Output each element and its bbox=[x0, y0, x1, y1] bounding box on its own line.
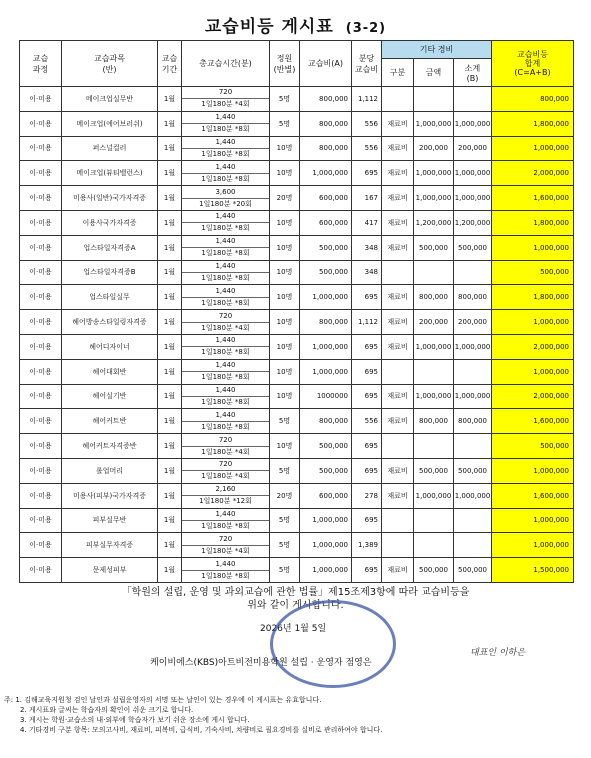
header-period: 교습 기간 bbox=[158, 41, 182, 87]
fee-cell: 1,000,000 bbox=[300, 508, 352, 533]
note-1: 주: 1. 김해교육지원청 검인 날인과 설립운영자의 서명 또는 날인이 있는 경우에 이 게시표는 유효합니다. bbox=[4, 696, 322, 704]
expense-subtotal-cell: 200,000 bbox=[454, 310, 492, 335]
course-cell: 이·미용 bbox=[20, 111, 62, 136]
period-cell: 1월 bbox=[158, 87, 182, 112]
total-cell: 1,800,000 bbox=[492, 111, 574, 136]
total-cell: 1,000,000 bbox=[492, 458, 574, 483]
course-cell: 이·미용 bbox=[20, 359, 62, 384]
capacity-cell: 5명 bbox=[270, 558, 300, 583]
expense-subtotal-cell: 1,000,000 bbox=[454, 111, 492, 136]
period-cell: 1월 bbox=[158, 458, 182, 483]
header-amount: 금액 bbox=[414, 59, 454, 87]
total-cell: 500,000 bbox=[492, 260, 574, 285]
expense-kind-cell: 재료비 bbox=[382, 235, 414, 260]
expense-kind-cell bbox=[382, 359, 414, 384]
period-cell: 1월 bbox=[158, 136, 182, 161]
fee-cell: 600,000 bbox=[300, 210, 352, 235]
course-cell: 이·미용 bbox=[20, 235, 62, 260]
expense-subtotal-cell bbox=[454, 260, 492, 285]
expense-amount-cell: 1,000,000 bbox=[414, 111, 454, 136]
expense-subtotal-cell: 1,000,000 bbox=[454, 334, 492, 359]
note-3: 3. 게시는 학원·교습소의 내·외부에 학습자가 보기 쉬운 장소에 게시 합니다. bbox=[20, 716, 250, 724]
expense-amount-cell: 1,200,000 bbox=[414, 210, 454, 235]
fee-cell: 500,000 bbox=[300, 260, 352, 285]
subject-cell: 미용사(피부)국가자격증 bbox=[62, 483, 158, 508]
subject-cell: 헤어대회반 bbox=[62, 359, 158, 384]
course-cell: 이·미용 bbox=[20, 310, 62, 335]
expense-amount-cell bbox=[414, 87, 454, 112]
course-cell: 이·미용 bbox=[20, 483, 62, 508]
expense-kind-cell: 재료비 bbox=[382, 384, 414, 409]
subject-cell: 문제성피부 bbox=[62, 558, 158, 583]
hours-cell: 720 1일180분 *4회 bbox=[182, 458, 270, 483]
period-cell: 1월 bbox=[158, 359, 182, 384]
course-cell: 이·미용 bbox=[20, 136, 62, 161]
per-min-cell: 695 bbox=[352, 161, 382, 186]
header-total: 교습비등 합계 (C=A+B) bbox=[492, 41, 574, 87]
expense-amount-cell: 500,000 bbox=[414, 235, 454, 260]
per-min-cell: 278 bbox=[352, 483, 382, 508]
table-row bbox=[20, 334, 574, 359]
expense-amount-cell bbox=[414, 359, 454, 384]
course-cell: 이·미용 bbox=[20, 285, 62, 310]
table-row bbox=[20, 285, 574, 310]
capacity-cell: 10명 bbox=[270, 434, 300, 459]
period-cell: 1월 bbox=[158, 186, 182, 211]
hours-cell: 1,440 1일180분 *8회 bbox=[182, 359, 270, 384]
expense-kind-cell: 재료비 bbox=[382, 111, 414, 136]
subject-cell: 헤어실기반 bbox=[62, 384, 158, 409]
total-cell: 1,000,000 bbox=[492, 310, 574, 335]
expense-kind-cell: 재료비 bbox=[382, 186, 414, 211]
subject-cell: 퍼스널컬러 bbox=[62, 136, 158, 161]
fee-cell: 800,000 bbox=[300, 111, 352, 136]
header-subject: 교습과목 (반) bbox=[62, 41, 158, 87]
expense-subtotal-cell: 1,000,000 bbox=[454, 161, 492, 186]
subject-cell: 이용사국가자격증 bbox=[62, 210, 158, 235]
expense-subtotal-cell: 800,000 bbox=[454, 285, 492, 310]
course-cell: 이·미용 bbox=[20, 409, 62, 434]
total-cell: 2,000,000 bbox=[492, 161, 574, 186]
per-min-cell: 695 bbox=[352, 359, 382, 384]
per-min-cell: 556 bbox=[352, 409, 382, 434]
per-min-cell: 1,389 bbox=[352, 533, 382, 558]
fee-cell: 500,000 bbox=[300, 434, 352, 459]
fee-cell: 800,000 bbox=[300, 409, 352, 434]
total-cell: 1,600,000 bbox=[492, 483, 574, 508]
expense-subtotal-cell: 1,000,000 bbox=[454, 384, 492, 409]
table-row bbox=[20, 508, 574, 533]
course-cell: 이·미용 bbox=[20, 434, 62, 459]
subject-cell: 미용사(일반)국가자격증 bbox=[62, 186, 158, 211]
course-cell: 이·미용 bbox=[20, 87, 62, 112]
table-row bbox=[20, 87, 574, 112]
table-row bbox=[20, 310, 574, 335]
expense-amount-cell: 800,000 bbox=[414, 409, 454, 434]
total-cell: 1,000,000 bbox=[492, 235, 574, 260]
fee-cell: 500,000 bbox=[300, 235, 352, 260]
subject-cell: 메이크업실무반 bbox=[62, 87, 158, 112]
hours-cell: 1,440 1일180분 *8회 bbox=[182, 260, 270, 285]
expense-kind-cell bbox=[382, 508, 414, 533]
capacity-cell: 20명 bbox=[270, 483, 300, 508]
period-cell: 1월 bbox=[158, 210, 182, 235]
total-cell: 1,800,000 bbox=[492, 210, 574, 235]
per-min-cell: 695 bbox=[352, 508, 382, 533]
expense-kind-cell bbox=[382, 533, 414, 558]
expense-kind-cell: 재료비 bbox=[382, 458, 414, 483]
note-2: 2. 게시표와 글씨는 학습자의 확인이 쉬운 크기로 합니다. bbox=[20, 706, 194, 714]
title-text: 교습비등 게시표 bbox=[204, 17, 334, 37]
fee-cell: 500,000 bbox=[300, 458, 352, 483]
fee-cell: 600,000 bbox=[300, 186, 352, 211]
period-cell: 1월 bbox=[158, 310, 182, 335]
fee-table bbox=[19, 40, 574, 583]
course-cell: 이·미용 bbox=[20, 533, 62, 558]
expense-subtotal-cell bbox=[454, 434, 492, 459]
subject-cell: 업스타일실무 bbox=[62, 285, 158, 310]
per-min-cell: 417 bbox=[352, 210, 382, 235]
law-line-1: 「학원의 설립, 운영 및 과외교습에 관한 법률」제15조제3항에 따라 교습비등을 bbox=[121, 587, 470, 598]
hours-cell: 1,440 1일180분 *8회 bbox=[182, 334, 270, 359]
hours-cell: 720 1일180분 *4회 bbox=[182, 434, 270, 459]
header-hours: 총교습시간(분) bbox=[182, 41, 270, 87]
expense-amount-cell: 1,000,000 bbox=[414, 334, 454, 359]
per-min-cell: 695 bbox=[352, 558, 382, 583]
course-cell: 이·미용 bbox=[20, 210, 62, 235]
hours-cell: 3,600 1일180분 *20회 bbox=[182, 186, 270, 211]
table-row bbox=[20, 434, 574, 459]
total-cell: 1,000,000 bbox=[492, 136, 574, 161]
education-office-seal bbox=[270, 600, 396, 688]
subject-cell: 헤어디자이너 bbox=[62, 334, 158, 359]
period-cell: 1월 bbox=[158, 111, 182, 136]
expense-amount-cell: 1,000,000 bbox=[414, 483, 454, 508]
period-cell: 1월 bbox=[158, 434, 182, 459]
law-line-2: 위와 같이 게시합니다. bbox=[247, 600, 344, 611]
period-cell: 1월 bbox=[158, 409, 182, 434]
course-cell: 이·미용 bbox=[20, 384, 62, 409]
total-cell: 1,600,000 bbox=[492, 409, 574, 434]
signature: 대표인 이하은 bbox=[470, 648, 526, 658]
expense-kind-cell: 재료비 bbox=[382, 409, 414, 434]
course-cell: 이·미용 bbox=[20, 508, 62, 533]
expense-amount-cell: 200,000 bbox=[414, 136, 454, 161]
capacity-cell: 5명 bbox=[270, 458, 300, 483]
table-row bbox=[20, 458, 574, 483]
expense-kind-cell: 재료비 bbox=[382, 285, 414, 310]
expense-subtotal-cell bbox=[454, 533, 492, 558]
expense-kind-cell: 재료비 bbox=[382, 136, 414, 161]
table-row bbox=[20, 111, 574, 136]
total-cell: 1,500,000 bbox=[492, 558, 574, 583]
table-row bbox=[20, 533, 574, 558]
capacity-cell: 10명 bbox=[270, 210, 300, 235]
hours-cell: 1,440 1일180분 *8회 bbox=[182, 285, 270, 310]
period-cell: 1월 bbox=[158, 235, 182, 260]
expense-subtotal-cell: 1,200,000 bbox=[454, 210, 492, 235]
period-cell: 1월 bbox=[158, 334, 182, 359]
period-cell: 1월 bbox=[158, 508, 182, 533]
table-row bbox=[20, 483, 574, 508]
per-min-cell: 167 bbox=[352, 186, 382, 211]
period-cell: 1월 bbox=[158, 161, 182, 186]
fee-cell: 1,000,000 bbox=[300, 533, 352, 558]
per-min-cell: 1,112 bbox=[352, 87, 382, 112]
hours-cell: 720 1일180분 *4회 bbox=[182, 87, 270, 112]
capacity-cell: 10명 bbox=[270, 285, 300, 310]
per-min-cell: 695 bbox=[352, 384, 382, 409]
capacity-cell: 10명 bbox=[270, 235, 300, 260]
subject-cell: 업스타일자격증A bbox=[62, 235, 158, 260]
period-cell: 1월 bbox=[158, 558, 182, 583]
hours-cell: 1,440 1일180분 *8회 bbox=[182, 409, 270, 434]
capacity-cell: 5명 bbox=[270, 87, 300, 112]
expense-amount-cell: 500,000 bbox=[414, 458, 454, 483]
subject-cell: 헤어방송스타일링자격증 bbox=[62, 310, 158, 335]
table-row bbox=[20, 186, 574, 211]
table-row bbox=[20, 359, 574, 384]
expense-kind-cell: 재료비 bbox=[382, 483, 414, 508]
header-subtotal: 소계 (B) bbox=[454, 59, 492, 87]
table-row bbox=[20, 409, 574, 434]
expense-subtotal-cell: 500,000 bbox=[454, 235, 492, 260]
expense-subtotal-cell: 1,000,000 bbox=[454, 186, 492, 211]
capacity-cell: 20명 bbox=[270, 186, 300, 211]
table-row bbox=[20, 558, 574, 583]
total-cell: 1,000,000 bbox=[492, 359, 574, 384]
hours-cell: 1,440 1일180분 *8회 bbox=[182, 384, 270, 409]
expense-amount-cell bbox=[414, 260, 454, 285]
expense-amount-cell bbox=[414, 508, 454, 533]
expense-subtotal-cell: 200,000 bbox=[454, 136, 492, 161]
expense-amount-cell: 500,000 bbox=[414, 558, 454, 583]
expense-kind-cell bbox=[382, 260, 414, 285]
total-cell: 1,000,000 bbox=[492, 508, 574, 533]
subject-cell: 피부실무자격증 bbox=[62, 533, 158, 558]
header-per-min: 분당 교습비 bbox=[352, 41, 382, 87]
capacity-cell: 10명 bbox=[270, 161, 300, 186]
page-title bbox=[0, 12, 591, 37]
total-cell: 1,000,000 bbox=[492, 533, 574, 558]
expense-kind-cell: 재료비 bbox=[382, 558, 414, 583]
fee-cell: 1,000,000 bbox=[300, 161, 352, 186]
header-fee: 교습비(A) bbox=[300, 41, 352, 87]
per-min-cell: 695 bbox=[352, 434, 382, 459]
subject-cell: 롤업머리 bbox=[62, 458, 158, 483]
expense-subtotal-cell bbox=[454, 87, 492, 112]
expense-kind-cell bbox=[382, 434, 414, 459]
period-cell: 1월 bbox=[158, 483, 182, 508]
header-other: 기타 경비 bbox=[382, 41, 492, 59]
course-cell: 이·미용 bbox=[20, 186, 62, 211]
fee-cell: 1,000,000 bbox=[300, 359, 352, 384]
fee-cell: 800,000 bbox=[300, 310, 352, 335]
expense-kind-cell: 재료비 bbox=[382, 310, 414, 335]
header-capacity: 정원 (반별) bbox=[270, 41, 300, 87]
total-cell: 2,000,000 bbox=[492, 334, 574, 359]
hours-cell: 720 1일180분 *4회 bbox=[182, 533, 270, 558]
capacity-cell: 5명 bbox=[270, 111, 300, 136]
subject-cell: 업스타일자격증B bbox=[62, 260, 158, 285]
expense-amount-cell bbox=[414, 533, 454, 558]
per-min-cell: 348 bbox=[352, 235, 382, 260]
capacity-cell: 10명 bbox=[270, 310, 300, 335]
total-cell: 2,000,000 bbox=[492, 384, 574, 409]
per-min-cell: 556 bbox=[352, 111, 382, 136]
expense-amount-cell: 200,000 bbox=[414, 310, 454, 335]
expense-subtotal-cell bbox=[454, 359, 492, 384]
footnotes bbox=[4, 695, 584, 735]
period-cell: 1월 bbox=[158, 285, 182, 310]
expense-amount-cell: 1,000,000 bbox=[414, 384, 454, 409]
fee-cell: 600,000 bbox=[300, 483, 352, 508]
total-cell: 500,000 bbox=[492, 434, 574, 459]
fee-cell: 1,000,000 bbox=[300, 558, 352, 583]
per-min-cell: 695 bbox=[352, 458, 382, 483]
capacity-cell: 5명 bbox=[270, 409, 300, 434]
expense-kind-cell bbox=[382, 87, 414, 112]
expense-subtotal-cell: 500,000 bbox=[454, 558, 492, 583]
per-min-cell: 1,112 bbox=[352, 310, 382, 335]
per-min-cell: 556 bbox=[352, 136, 382, 161]
capacity-cell: 10명 bbox=[270, 260, 300, 285]
capacity-cell: 5명 bbox=[270, 508, 300, 533]
expense-subtotal-cell bbox=[454, 508, 492, 533]
hours-cell: 1,440 1일180분 *8회 bbox=[182, 161, 270, 186]
fee-cell: 1000000 bbox=[300, 384, 352, 409]
expense-kind-cell: 재료비 bbox=[382, 334, 414, 359]
expense-amount-cell: 1,000,000 bbox=[414, 186, 454, 211]
academy-operator: 케이비에스(KBS)아트비전미용학원 설립 · 운영자 점영은 bbox=[150, 658, 372, 668]
period-cell: 1월 bbox=[158, 260, 182, 285]
table-row bbox=[20, 161, 574, 186]
subject-cell: 피부실무반 bbox=[62, 508, 158, 533]
course-cell: 이·미용 bbox=[20, 334, 62, 359]
expense-amount-cell: 1,000,000 bbox=[414, 161, 454, 186]
hours-cell: 1,440 1일180분 *8회 bbox=[182, 558, 270, 583]
header-course: 교습 과정 bbox=[20, 41, 62, 87]
expense-kind-cell: 재료비 bbox=[382, 210, 414, 235]
capacity-cell: 10명 bbox=[270, 334, 300, 359]
table-row bbox=[20, 136, 574, 161]
subject-cell: 메이크업(에어브러쉬) bbox=[62, 111, 158, 136]
title-sub: (3-2) bbox=[345, 21, 387, 36]
expense-amount-cell bbox=[414, 434, 454, 459]
note-4: 4. 기타경비 구분 항목: 모의고사비, 재료비, 피복비, 급식비, 기숙사비, 차량비로 필요경비를 실비로 관리하여야 합니다. bbox=[20, 726, 383, 734]
hours-cell: 720 1일180분 *4회 bbox=[182, 310, 270, 335]
expense-amount-cell: 800,000 bbox=[414, 285, 454, 310]
total-cell: 1,800,000 bbox=[492, 285, 574, 310]
course-cell: 이·미용 bbox=[20, 558, 62, 583]
hours-cell: 1,440 1일180분 *8회 bbox=[182, 111, 270, 136]
total-cell: 1,600,000 bbox=[492, 186, 574, 211]
table-row bbox=[20, 235, 574, 260]
course-cell: 이·미용 bbox=[20, 161, 62, 186]
expense-subtotal-cell: 800,000 bbox=[454, 409, 492, 434]
capacity-cell: 10명 bbox=[270, 384, 300, 409]
fee-cell: 1,000,000 bbox=[300, 285, 352, 310]
fee-cell: 800,000 bbox=[300, 87, 352, 112]
expense-kind-cell: 재료비 bbox=[382, 161, 414, 186]
hours-cell: 1,440 1일180분 *8회 bbox=[182, 136, 270, 161]
expense-subtotal-cell: 500,000 bbox=[454, 458, 492, 483]
hours-cell: 2,160 1일180분 *12회 bbox=[182, 483, 270, 508]
subject-cell: 헤어커트자격증반 bbox=[62, 434, 158, 459]
table-row bbox=[20, 260, 574, 285]
total-cell: 800,000 bbox=[492, 87, 574, 112]
capacity-cell: 5명 bbox=[270, 533, 300, 558]
expense-subtotal-cell: 1,000,000 bbox=[454, 483, 492, 508]
subject-cell: 헤어커트반 bbox=[62, 409, 158, 434]
header-kind: 구분 bbox=[382, 59, 414, 87]
fee-cell: 800,000 bbox=[300, 136, 352, 161]
capacity-cell: 10명 bbox=[270, 359, 300, 384]
per-min-cell: 348 bbox=[352, 260, 382, 285]
per-min-cell: 695 bbox=[352, 334, 382, 359]
hours-cell: 1,440 1일180분 *8회 bbox=[182, 210, 270, 235]
hours-cell: 1,440 1일180분 *8회 bbox=[182, 508, 270, 533]
course-cell: 이·미용 bbox=[20, 458, 62, 483]
post-date: 2026년 1월 5일 bbox=[260, 624, 327, 634]
hours-cell: 1,440 1일180분 *8회 bbox=[182, 235, 270, 260]
subject-cell: 메이크업(뷰티밸런스) bbox=[62, 161, 158, 186]
period-cell: 1월 bbox=[158, 384, 182, 409]
capacity-cell: 10명 bbox=[270, 136, 300, 161]
table-row bbox=[20, 384, 574, 409]
fee-cell: 1,000,000 bbox=[300, 334, 352, 359]
period-cell: 1월 bbox=[158, 533, 182, 558]
course-cell: 이·미용 bbox=[20, 260, 62, 285]
per-min-cell: 695 bbox=[352, 285, 382, 310]
table-row bbox=[20, 210, 574, 235]
